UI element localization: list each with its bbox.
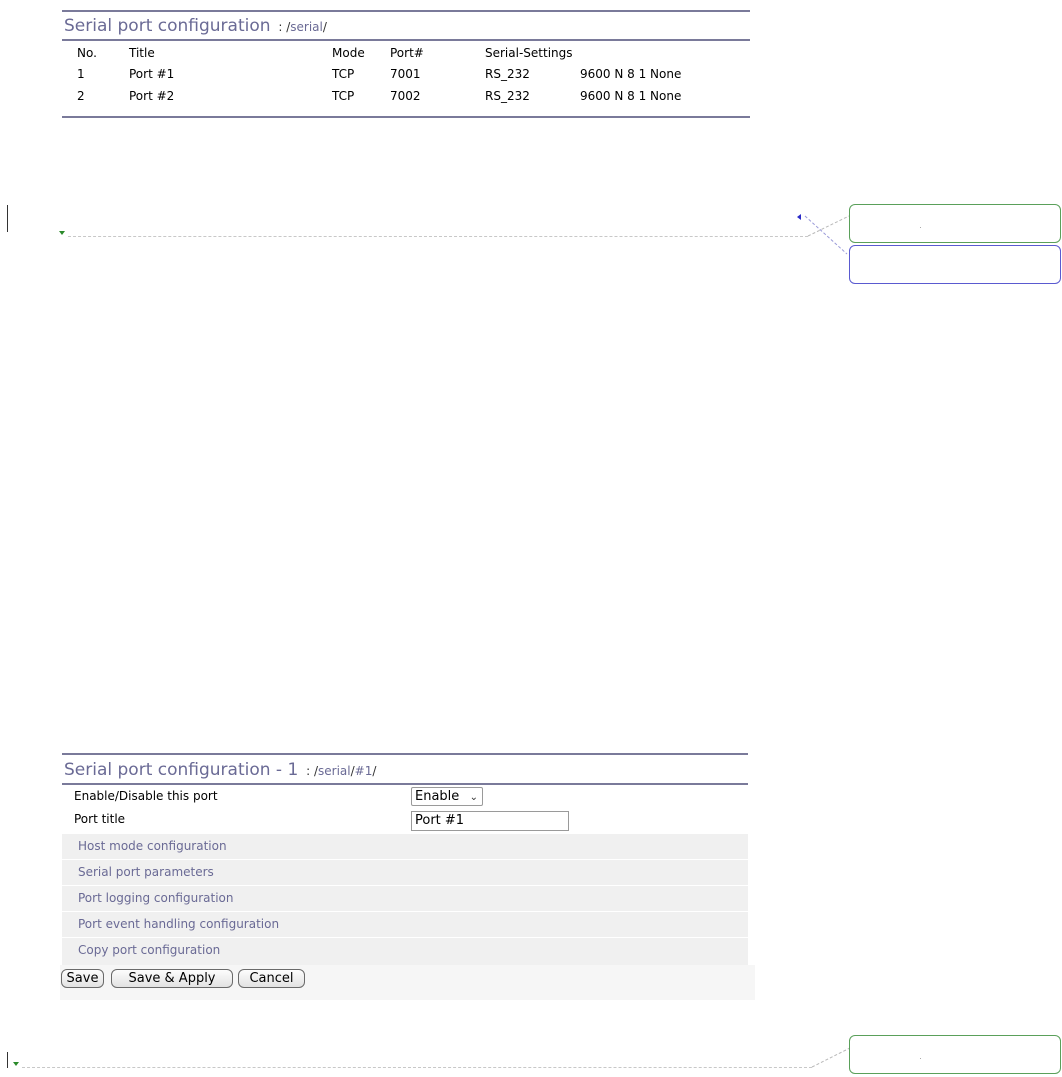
breadcrumb bbox=[286, 20, 327, 34]
port-title-label: Port title bbox=[74, 812, 126, 826]
connector-lines-svg bbox=[810, 1045, 852, 1070]
breadcrumb-slash: / bbox=[286, 20, 291, 34]
breadcrumb-link-port[interactable]: #1 bbox=[354, 764, 373, 778]
breadcrumb-slash: / bbox=[322, 20, 327, 34]
cell-serial: RS_232 bbox=[485, 67, 530, 81]
connector-line-to-note2 bbox=[805, 216, 847, 254]
header-serial-settings: Serial-Settings bbox=[485, 46, 573, 60]
cell-title[interactable]: Port #2 bbox=[129, 89, 175, 103]
port-config-heading bbox=[62, 753, 748, 785]
cell-settings: 9600 N 8 1 None bbox=[580, 89, 682, 103]
cell-port: 7002 bbox=[390, 89, 421, 103]
note-dot bbox=[920, 227, 921, 228]
connector-line-to-note3 bbox=[812, 1048, 850, 1067]
header-mode: Mode bbox=[332, 46, 365, 60]
link-label[interactable]: Port logging configuration bbox=[78, 891, 234, 905]
cancel-button[interactable]: Cancel bbox=[238, 969, 305, 988]
cell-mode: TCP bbox=[332, 67, 355, 81]
link-label[interactable]: Host mode configuration bbox=[78, 839, 227, 853]
cell-title[interactable]: Port #1 bbox=[129, 67, 175, 81]
port-config-panel bbox=[62, 753, 748, 967]
breadcrumb-link-serial[interactable]: serial bbox=[318, 764, 351, 778]
link-port-logging-configuration[interactable] bbox=[62, 885, 748, 911]
text-cursor bbox=[7, 205, 8, 232]
connector-line-to-note1 bbox=[808, 216, 849, 236]
table-header-row bbox=[62, 41, 750, 65]
enable-select-value: Enable bbox=[415, 789, 460, 804]
link-label[interactable]: Port event handling configuration bbox=[78, 917, 280, 931]
annotation-note-1[interactable] bbox=[849, 204, 1061, 243]
table-row[interactable] bbox=[62, 84, 750, 108]
connector-line bbox=[68, 236, 808, 237]
save-button[interactable]: Save bbox=[61, 969, 104, 988]
link-label[interactable]: Serial port parameters bbox=[78, 865, 214, 879]
connector-marker-icon bbox=[13, 1062, 19, 1066]
cell-serial: RS_232 bbox=[485, 89, 530, 103]
text-cursor bbox=[7, 1052, 8, 1068]
enable-select[interactable] bbox=[411, 787, 483, 806]
annotation-note-3[interactable] bbox=[849, 1035, 1061, 1074]
title-separator: : bbox=[302, 764, 314, 778]
connector-marker-icon bbox=[797, 214, 801, 220]
port-title-input[interactable]: Port #1 bbox=[411, 811, 569, 831]
title-separator: : bbox=[274, 20, 287, 34]
port-config-form bbox=[62, 785, 748, 967]
header-no: No. bbox=[77, 46, 97, 60]
link-port-event-handling-configuration[interactable] bbox=[62, 911, 748, 937]
annotation-note-2[interactable] bbox=[849, 245, 1061, 284]
enable-label: Enable/Disable this port bbox=[74, 789, 218, 803]
breadcrumb-slash: / bbox=[313, 764, 318, 778]
link-serial-port-parameters[interactable] bbox=[62, 859, 748, 885]
breadcrumb-slash: / bbox=[350, 764, 355, 778]
cell-port: 7001 bbox=[390, 67, 421, 81]
serial-port-table bbox=[62, 41, 750, 118]
link-label[interactable]: Copy port configuration bbox=[78, 943, 221, 957]
table-row[interactable] bbox=[62, 65, 750, 84]
cell-no: 2 bbox=[77, 89, 85, 103]
cell-mode: TCP bbox=[332, 89, 355, 103]
serial-port-list-panel bbox=[62, 10, 750, 118]
cell-no: 1 bbox=[77, 67, 85, 81]
page-title: Serial port configuration bbox=[64, 16, 271, 36]
connector-lines-svg bbox=[795, 205, 851, 260]
link-host-mode-configuration[interactable] bbox=[62, 833, 748, 859]
page-title: Serial port configuration - 1 bbox=[64, 760, 299, 780]
breadcrumb bbox=[314, 764, 376, 778]
table-bottom-rule bbox=[62, 116, 750, 118]
header-title: Title bbox=[129, 46, 155, 60]
breadcrumb-slash: / bbox=[372, 764, 377, 778]
chevron-down-icon: ⌄ bbox=[469, 792, 478, 803]
header-port: Port# bbox=[390, 46, 424, 60]
breadcrumb-link-serial[interactable]: serial bbox=[290, 20, 323, 34]
save-and-apply-button[interactable]: Save & Apply bbox=[111, 969, 233, 988]
button-bar bbox=[60, 965, 755, 1000]
cell-settings: 9600 N 8 1 None bbox=[580, 67, 682, 81]
link-copy-port-configuration[interactable] bbox=[62, 937, 748, 965]
enable-row bbox=[62, 785, 748, 808]
note-dot bbox=[920, 1058, 921, 1059]
connector-line bbox=[22, 1067, 812, 1068]
port-title-row bbox=[62, 808, 748, 833]
serial-list-heading bbox=[62, 10, 750, 41]
connector-marker-icon bbox=[59, 231, 65, 235]
